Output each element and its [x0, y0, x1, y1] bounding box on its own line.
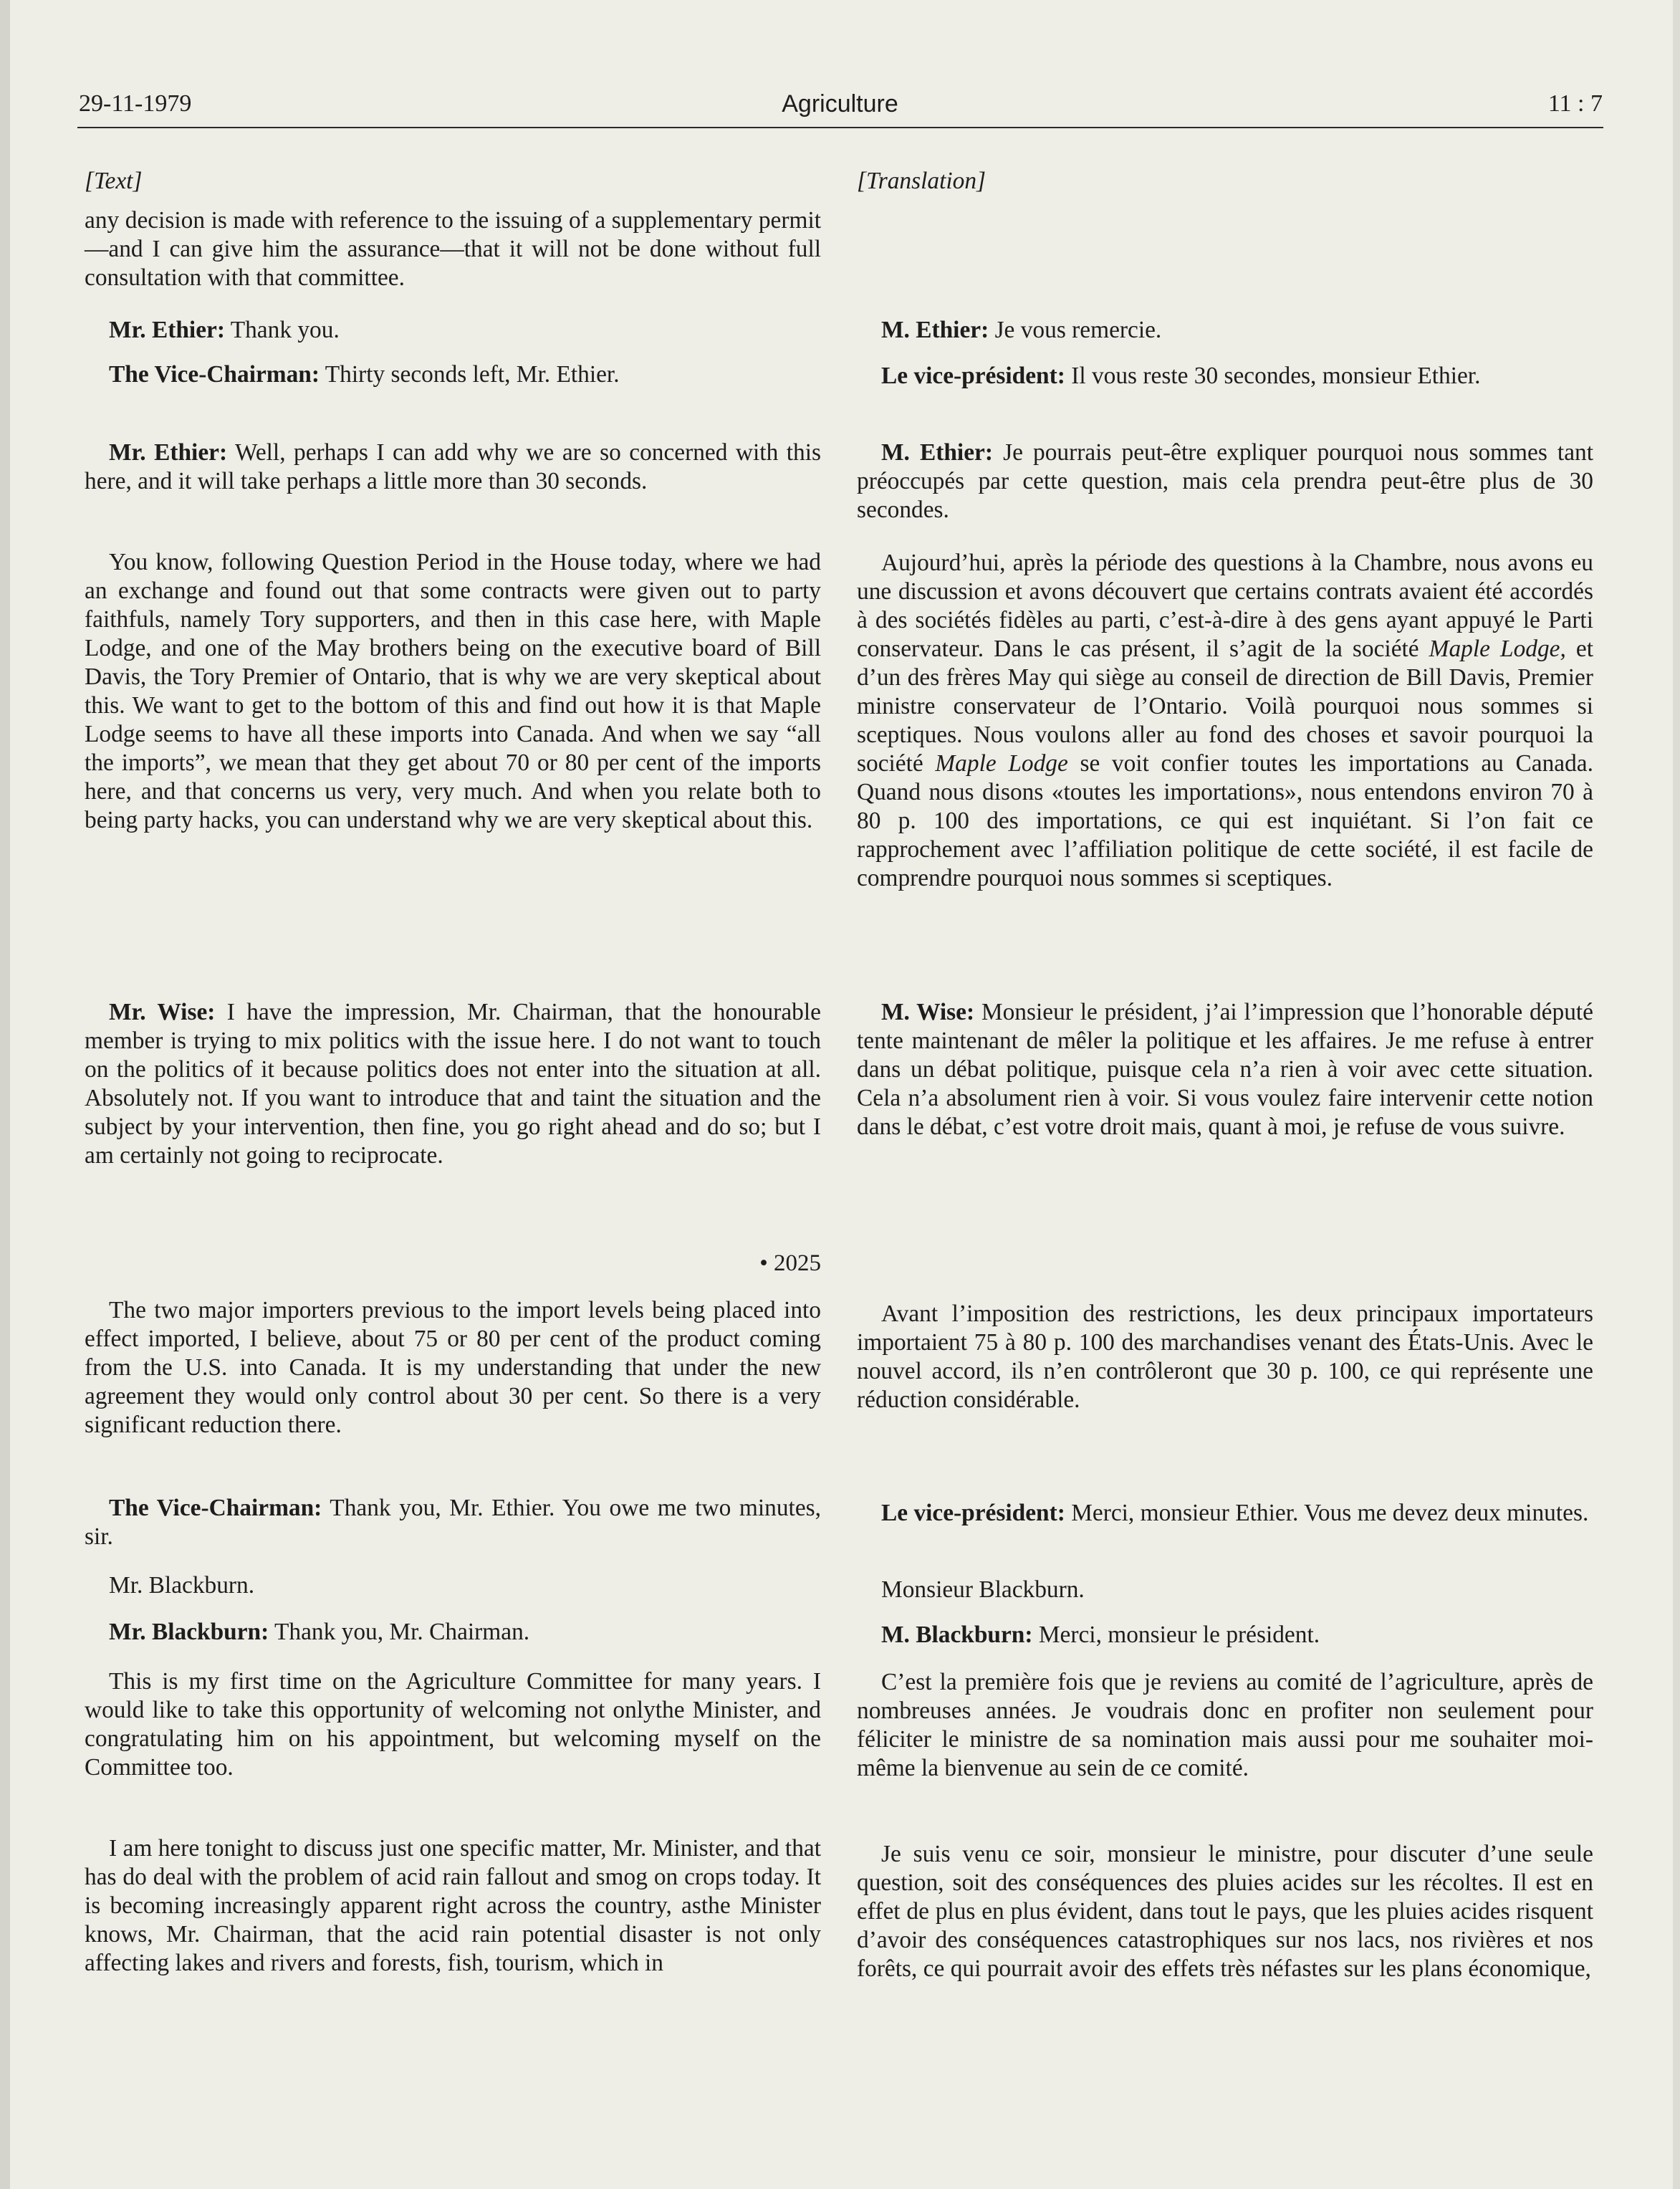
speaker-name: Mr. Wise: [109, 999, 216, 1025]
en-paragraph-1: any decision is made with reference to the issuing of a supplementary permit—and I can give him the assurance—that it will not be done without full consultation with that committee. [85, 207, 821, 291]
fr-paragraph-11: C’est la première fois que je reviens au comité de l’agriculture, après de nombreuses années. Je voudrais donc en profiter non seulement pour féliciter le ministre de sa nomination mais aussi pour me souhaiter moi-même la bienvenue au sein de ce comité. [857, 1669, 1593, 1781]
speaker-name: Mr. Ethier: [109, 439, 228, 466]
en-paragraph-7: The two major importers previous to the import levels being placed into effect imported, I believe, about 75 or 80 per cent of the product coming from the U.S. into Canada. It is my understanding that under the new agreement they would only control about 30 per cent. So there is a very significant reduction there. [85, 1297, 821, 1438]
company-name: Maple Lodge [935, 750, 1068, 777]
header-rule [77, 127, 1603, 128]
fr-paragraph-2: M. Ethier: Je vous remercie. [881, 317, 1162, 343]
fr-paragraph-6: M. Wise: Monsieur le président, j’ai l’impression que l’honorable député tente maintenant de mêler la politique et les affaires. Je me refuse à entrer dans un débat politique, puisque cela n’a rien à voir avec cette situation. Cela n’a absolument rien à voir. Si vous voulez faire intervenir cette notion dans le débat, c’est votre droit mais, quant à moi, je refuse de vous suivre. [857, 999, 1593, 1140]
en-paragraph-10: Mr. Blackburn: Thank you, Mr. Chairman. [109, 1619, 530, 1645]
text-label: [Text] [85, 168, 143, 194]
en-paragraph-12: I am here tonight to discuss just one specific matter, Mr. Minister, and that has do deal with the problem of acid rain fallout and smog on crops today. It is becoming increasingly apparent right across the country, asthe Minister knows, Mr. Chairman, that the acid rain potential disaster is not only affecting lakes and rivers and forests, fish, tourism, which in [85, 1835, 821, 1976]
speaker-name: Le vice-président: [881, 363, 1065, 389]
en-paragraph-11: This is my first time on the Agriculture Committee for many years. I would like to take this opportunity of welcoming not onlythe Minister, and congratulating him on his appointment, but welcoming myself on the Committee too. [85, 1668, 821, 1781]
fr-paragraph-9: Monsieur Blackburn. [881, 1576, 1085, 1603]
speaker-name: Le vice-président: [881, 1500, 1065, 1526]
timestamp: • 2025 [759, 1250, 821, 1276]
en-paragraph-5: You know, following Question Period in the House today, where we had an exchange and found out that some contracts were given out to party faithfuls, namely Tory supporters, and then in this case here, with Maple Lodge, and one of the May brothers being on the executive board of Bill Davis, the Tory Premier of Ontario, that is why we are very skeptical about this. We want to get to the bottom of this and find out how it is that Maple Lodge seems to have all these imports into Canada. And when we say “all the imports”, we mean that they get about 70 or 80 per cent of the imports here, and that concerns us very, very much. And when you relate both to being party hacks, you can understand why we are very skeptical about this. [85, 549, 821, 833]
en-paragraph-8: The Vice-Chairman: Thank you, Mr. Ethier. You owe me two minutes, sir. [85, 1495, 821, 1550]
en-paragraph-4: Mr. Ethier: Well, perhaps I can add why we are so concerned with this here, and it will take perhaps a little more than 30 seconds. [85, 439, 821, 494]
header-page-number: 11 : 7 [1547, 90, 1603, 117]
speaker-name: The Vice-Chairman: [109, 361, 320, 388]
fr-paragraph-12: Je suis venu ce soir, monsieur le ministre, pour discuter d’une seule question, soit des conséquences des pluies acides sur les récoltes. Il est en effet de plus en plus évident, dans tout le pays, que les pluies acides risquent d’avoir des conséquences catastrophiques sur nos lacs, nos rivières et nos forêts, ce qui pourrait avoir des effets très néfastes sur les plans économique, [857, 1841, 1593, 1982]
speaker-name: M. Ethier: [881, 439, 993, 466]
fr-paragraph-4: M. Ethier: Je pourrais peut-être expliquer pourquoi nous sommes tant préoccupés par cette question, mais cela prendra peut-être plus de 30 secondes. [857, 439, 1594, 523]
en-paragraph-9: Mr. Blackburn. [109, 1572, 255, 1599]
speaker-name: M. Blackburn: [881, 1622, 1033, 1648]
header-title: Agriculture [782, 90, 898, 118]
page-edge-left [0, 0, 10, 2189]
fr-paragraph-5: Aujourd’hui, après la période des questions à la Chambre, nous avons eu une discussion et avons découvert que certains contrats avaient été accordés à des sociétés fidèles au parti, c’est-à-dire à des gens ayant appuyé le Parti conservateur. Dans le cas présent, il s’agit de la société Maple Lodge, et d’un des frères May qui siège au conseil de direction de Bill Davis, Premier ministre conservateur de l’Ontario. Voilà pourquoi nous sommes si sceptiques. Nous voulons aller au fond des choses et savoir pourquoi la société Maple Lodge se voit confier toutes les importations au Canada. Quand nous disons «toutes les importations», nous entendons environ 70 à 80 p. 100 des importations, ce qui est inquiétant. Si l’on fait ce rapprochement avec l’affiliation politique de cette société, il est facile de comprendre pourquoi nous sommes si sceptiques. [857, 550, 1593, 891]
page-edge-right [1673, 0, 1680, 2189]
en-paragraph-3: The Vice-Chairman: Thirty seconds left, Mr. Ethier. [109, 361, 620, 388]
fr-paragraph-10: M. Blackburn: Merci, monsieur le président. [881, 1622, 1320, 1648]
header-date: 29-11-1979 [79, 90, 192, 117]
company-name: Maple Lodge, [1429, 636, 1566, 662]
fr-paragraph-3: Le vice-président: Il vous reste 30 secondes, monsieur Ethier. [881, 363, 1481, 389]
speaker-name: Mr. Blackburn: [109, 1619, 269, 1645]
speaker-name: M. Ethier: [881, 317, 989, 343]
speaker-name: M. Wise: [881, 999, 975, 1025]
fr-paragraph-7: Avant l’imposition des restrictions, les deux principaux importateurs importaient 75 à 80 p. 100 des marchandises venant des États-Unis. Avec le nouvel accord, ils n’en contrôleront que 30 p. 100, ce qui représente une réduction considérable. [857, 1301, 1593, 1413]
speaker-name: The Vice-Chairman: [109, 1495, 322, 1521]
en-paragraph-2: Mr. Ethier: Thank you. [109, 317, 340, 343]
speaker-name: Mr. Ethier: [109, 317, 225, 343]
translation-label: [Translation] [857, 168, 987, 194]
en-paragraph-6: Mr. Wise: I have the impression, Mr. Chairman, that the honourable member is trying to mix politics with the issue here. I do not want to touch on the politics of it because politics does not enter into the situation at all. Absolutely not. If you want to introduce that and taint the situation and the subject by your intervention, then fine, you go right ahead and do so; but I am certainly not going to reciprocate. [85, 999, 821, 1169]
fr-paragraph-8: Le vice-président: Merci, monsieur Ethier. Vous me devez deux minutes. [881, 1500, 1589, 1526]
